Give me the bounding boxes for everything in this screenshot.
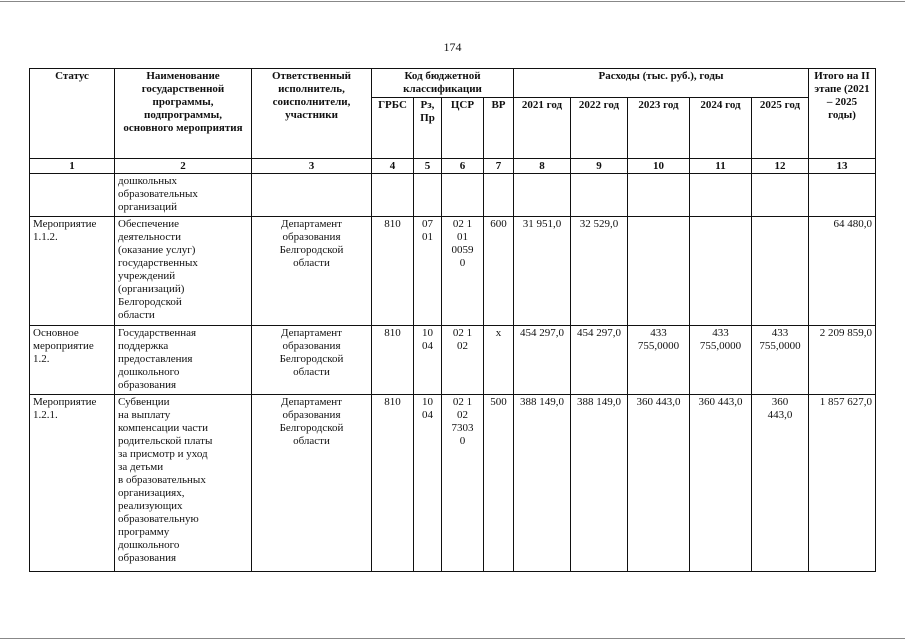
responsible-cell: Департамент образования Белгородской области — [252, 326, 372, 395]
grbs-cell — [372, 174, 414, 217]
header-budget-code: Код бюджетной классификации — [372, 69, 514, 98]
value-2024-cell: 433 755,0000 — [690, 326, 752, 395]
value-2021-cell — [514, 174, 571, 217]
table-row — [30, 326, 876, 395]
value-2022-cell: 388 149,0 — [571, 395, 628, 572]
column-number-row — [30, 159, 876, 174]
name-cell: Субвенции на выплату компенсации части родительской платы за присмотр и уход за детьми в образовательных организациях, реализующих образовательную программу дошкольного образования — [115, 395, 252, 572]
status-cell: Мероприятие 1.1.2. — [30, 217, 115, 326]
column-number: 6 — [442, 159, 484, 174]
value-2024-cell: 360 443,0 — [690, 395, 752, 572]
column-number: 3 — [252, 159, 372, 174]
value-2022-cell — [571, 174, 628, 217]
name-cell: Государственная поддержка предоставления дошкольного образования — [115, 326, 252, 395]
rz-cell: 07 01 — [414, 217, 442, 326]
value-2024-cell — [690, 174, 752, 217]
status-cell: Основное мероприятие 1.2. — [30, 326, 115, 395]
rz-cell — [414, 174, 442, 217]
column-number: 2 — [115, 159, 252, 174]
status-cell — [30, 174, 115, 217]
total-cell — [809, 174, 876, 217]
vr-cell: х — [484, 326, 514, 395]
csr-cell: 02 1 02 — [442, 326, 484, 395]
column-number: 9 — [571, 159, 628, 174]
table-row — [30, 395, 876, 572]
header-name: Наименование государственной программы, подпрограммы, основного мероприятия — [115, 69, 252, 159]
value-2021-cell: 31 951,0 — [514, 217, 571, 326]
table-row — [30, 174, 876, 217]
value-2025-cell — [752, 174, 809, 217]
value-2024-cell — [690, 217, 752, 326]
value-2025-cell: 433 755,0000 — [752, 326, 809, 395]
csr-cell: 02 1 01 0059 0 — [442, 217, 484, 326]
value-2025-cell: 360 443,0 — [752, 395, 809, 572]
value-2021-cell: 388 149,0 — [514, 395, 571, 572]
csr-cell — [442, 174, 484, 217]
column-number: 4 — [372, 159, 414, 174]
grbs-cell: 810 — [372, 217, 414, 326]
header-rz: Рз, Пр — [414, 98, 442, 159]
total-cell: 1 857 627,0 — [809, 395, 876, 572]
header-2024: 2024 год — [690, 98, 752, 159]
vr-cell: 600 — [484, 217, 514, 326]
grbs-cell: 810 — [372, 326, 414, 395]
value-2023-cell: 433 755,0000 — [628, 326, 690, 395]
header-2023: 2023 год — [628, 98, 690, 159]
name-cell: Обеспечение деятельности (оказание услуг) государственных учреждений (организаций) Белгородской области — [115, 217, 252, 326]
vr-cell: 500 — [484, 395, 514, 572]
header-expenses: Расходы (тыс. руб.), годы — [514, 69, 809, 98]
value-2022-cell: 454 297,0 — [571, 326, 628, 395]
header-2021: 2021 год — [514, 98, 571, 159]
scan-edge-top — [0, 1, 905, 2]
header-total: Итого на II этапе (2021 – 2025 годы) — [809, 69, 876, 159]
csr-cell: 02 1 02 7303 0 — [442, 395, 484, 572]
value-2023-cell — [628, 217, 690, 326]
total-cell: 64 480,0 — [809, 217, 876, 326]
value-2022-cell: 32 529,0 — [571, 217, 628, 326]
rz-cell: 10 04 — [414, 395, 442, 572]
grbs-cell: 810 — [372, 395, 414, 572]
page-number: 174 — [443, 40, 462, 54]
budget-table — [29, 68, 876, 572]
total-cell: 2 209 859,0 — [809, 326, 876, 395]
name-cell: дошкольных образовательных организаций — [115, 174, 252, 217]
header-2025: 2025 год — [752, 98, 809, 159]
value-2023-cell: 360 443,0 — [628, 395, 690, 572]
value-2025-cell — [752, 217, 809, 326]
column-number: 12 — [752, 159, 809, 174]
scan-edge-bottom — [0, 638, 905, 639]
table-row — [30, 217, 876, 326]
status-cell: Мероприятие 1.2.1. — [30, 395, 115, 572]
column-number: 7 — [484, 159, 514, 174]
rz-cell: 10 04 — [414, 326, 442, 395]
responsible-cell: Департамент образования Белгородской области — [252, 395, 372, 572]
vr-cell — [484, 174, 514, 217]
column-number: 11 — [690, 159, 752, 174]
header-csr: ЦСР — [442, 98, 484, 159]
header-grbs: ГРБС — [372, 98, 414, 159]
column-number: 10 — [628, 159, 690, 174]
responsible-cell: Департамент образования Белгородской области — [252, 217, 372, 326]
responsible-cell — [252, 174, 372, 217]
value-2023-cell — [628, 174, 690, 217]
header-vr: ВР — [484, 98, 514, 159]
column-number: 8 — [514, 159, 571, 174]
header-status: Статус — [30, 69, 115, 159]
column-number: 5 — [414, 159, 442, 174]
value-2021-cell: 454 297,0 — [514, 326, 571, 395]
column-number: 13 — [809, 159, 876, 174]
header-responsible: Ответственный исполнитель, соисполнители, участники — [252, 69, 372, 159]
column-number: 1 — [30, 159, 115, 174]
header-2022: 2022 год — [571, 98, 628, 159]
